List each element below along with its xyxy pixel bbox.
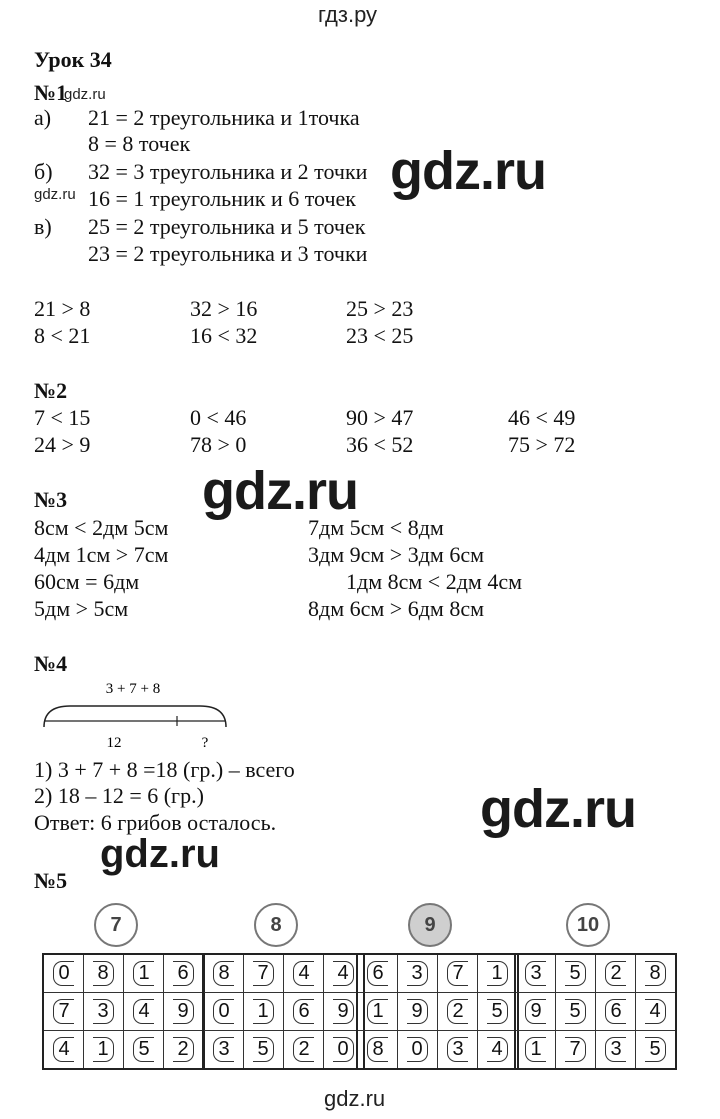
grid-cell	[596, 1031, 636, 1070]
task1-a-label: а)	[34, 105, 52, 130]
grid-cell-value: 5	[133, 1037, 153, 1062]
grid-cell-value: 1	[525, 1037, 545, 1062]
task2-label: №2	[34, 378, 68, 403]
task2-cell: 90 > 47	[346, 405, 414, 430]
scheme-right-label: ?	[201, 735, 209, 751]
grid-cell-value: 4	[333, 961, 353, 986]
task1-cmp: 21 > 8	[34, 296, 91, 321]
grid-cell-value: 6	[367, 961, 387, 986]
grid-cell	[515, 1031, 556, 1070]
watermark-large: gdz.ru	[480, 779, 636, 839]
grid-cell	[43, 1031, 84, 1070]
grid-cell-value: 5	[253, 1037, 273, 1062]
grid-cell-value: 0	[53, 961, 73, 986]
grid-cell	[124, 993, 164, 1031]
scheme-brace	[44, 706, 226, 727]
grid-cell	[596, 993, 636, 1031]
number-grid	[356, 953, 519, 1070]
grid-cell	[357, 993, 398, 1031]
grid-row	[43, 993, 204, 1031]
grid-cell	[478, 954, 519, 993]
grid-cell-value: 3	[93, 999, 113, 1024]
task1-cmp: 23 < 25	[346, 323, 414, 348]
watermark-small: gdz.ru	[34, 186, 76, 203]
task4-label: №4	[34, 651, 68, 676]
grid-cell	[636, 954, 677, 993]
grid-cell-value: 3	[447, 1037, 467, 1062]
grid-cell-value: 3	[407, 961, 427, 986]
task1-v2: 23 = 2 треугольника и 3 точки	[88, 241, 368, 266]
grid-cell-value: 3	[213, 1037, 233, 1062]
grid-row	[515, 1031, 676, 1070]
grid-cell-value: 2	[173, 1037, 193, 1062]
grid-cell-value: 6	[293, 999, 313, 1024]
grid-cell	[478, 1031, 519, 1070]
grid-cell-value: 1	[253, 999, 273, 1024]
task1-a2: 8 = 8 точек	[88, 131, 191, 156]
grid-cell-value: 9	[525, 999, 545, 1024]
grid-cell	[438, 954, 478, 993]
grid-cell	[164, 954, 205, 993]
grid-cell-value: 2	[447, 999, 467, 1024]
task3-label: №3	[34, 487, 68, 512]
task1-b-label: б)	[34, 159, 53, 184]
task3-right: 1дм 8см < 2дм 4см	[346, 569, 523, 594]
task1-a1: 21 = 2 треугольника и 1точка	[88, 105, 360, 130]
grid-cell	[515, 954, 556, 993]
grid-target-circle: 8	[254, 903, 298, 947]
task2-cell: 7 < 15	[34, 405, 91, 430]
task4-scheme	[40, 675, 240, 755]
task2-cell: 24 > 9	[34, 432, 91, 457]
task1-cmp: 25 > 23	[346, 296, 414, 321]
grid-cell-value: 1	[487, 961, 507, 986]
grid-cell-value: 4	[293, 961, 313, 986]
lesson-title: Урок 34	[34, 47, 112, 72]
task3-right: 8дм 6см > 6дм 8см	[308, 596, 485, 621]
task3-left: 8см < 2дм 5см	[34, 515, 169, 540]
grid-cell	[636, 993, 677, 1031]
task1-cmp: 32 > 16	[190, 296, 258, 321]
grid-cell	[478, 993, 519, 1031]
grid-cell-value: 9	[173, 999, 193, 1024]
grid-cell-value: 1	[367, 999, 387, 1024]
grid-cell	[84, 1031, 124, 1070]
grid-row	[43, 954, 204, 993]
grid-cell-value: 8	[93, 961, 113, 986]
grid-cell-value: 0	[213, 999, 233, 1024]
grid-cell	[515, 993, 556, 1031]
watermark-medium: gdz.ru	[100, 832, 220, 876]
task4-answer: Ответ: 6 грибов осталось.	[34, 810, 277, 835]
grid-cell-value: 4	[487, 1037, 507, 1062]
grid-cell-value: 4	[645, 999, 665, 1024]
task3-right: 3дм 9см > 3дм 6см	[308, 542, 485, 567]
grid-cell-value: 7	[447, 961, 467, 986]
grid-row	[357, 993, 518, 1031]
grid-cell	[398, 954, 438, 993]
grid-cell-value: 2	[605, 961, 625, 986]
grid-cell	[636, 1031, 677, 1070]
grid-cell-value: 3	[605, 1037, 625, 1062]
grid-cell	[438, 1031, 478, 1070]
grid-row	[203, 1031, 364, 1070]
grid-cell	[398, 1031, 438, 1070]
task1-b1: 32 = 3 треугольника и 2 точки	[88, 159, 368, 184]
grid-cell	[357, 954, 398, 993]
grid-cell	[203, 1031, 244, 1070]
watermark-small: gdz.ru	[64, 86, 106, 103]
task3-left: 5дм > 5см	[34, 596, 129, 621]
task4-step2: 2) 18 – 12 = 6 (гр.)	[34, 783, 204, 808]
grid-row	[43, 1031, 204, 1070]
grid-cell-value: 1	[93, 1037, 113, 1062]
grid-cell-value: 2	[293, 1037, 313, 1062]
grid-cell-value: 5	[565, 961, 585, 986]
grid-cell	[244, 954, 284, 993]
site-footer: gdz.ru	[324, 1086, 386, 1111]
task3-left: 4дм 1см > 7см	[34, 542, 169, 567]
grid-cell	[124, 1031, 164, 1070]
grid-cell	[43, 954, 84, 993]
grid-row	[515, 954, 676, 993]
task1-label: №1	[34, 80, 68, 105]
task1-v1: 25 = 2 треугольника и 5 точек	[88, 214, 366, 239]
grid-cell	[164, 1031, 205, 1070]
site-header: гдз.ру	[318, 2, 378, 27]
grid-cell-value: 6	[173, 961, 193, 986]
grid-cell	[284, 954, 324, 993]
grid-row	[357, 1031, 518, 1070]
grid-cell	[244, 1031, 284, 1070]
grid-cell-value: 0	[407, 1037, 427, 1062]
grid-cell-value: 9	[407, 999, 427, 1024]
grid-cell	[398, 993, 438, 1031]
grid-target-circle: 7	[94, 903, 138, 947]
grid-cell-value: 5	[645, 1037, 665, 1062]
grid-cell-value: 7	[565, 1037, 585, 1062]
grid-cell	[357, 1031, 398, 1070]
grid-cell-value: 5	[487, 999, 507, 1024]
grid-cell	[203, 993, 244, 1031]
task2-cell: 78 > 0	[190, 432, 247, 457]
grid-cell	[84, 954, 124, 993]
grid-cell-value: 7	[253, 961, 273, 986]
grid-target-circle: 9	[408, 903, 452, 947]
grid-cell-value: 4	[53, 1037, 73, 1062]
grid-cell	[596, 954, 636, 993]
grid-row	[203, 993, 364, 1031]
task2-cell: 75 > 72	[508, 432, 576, 457]
grid-cell-value: 4	[133, 999, 153, 1024]
task1-cmp: 8 < 21	[34, 323, 91, 348]
watermark-large: gdz.ru	[390, 141, 546, 201]
grid-cell	[556, 954, 596, 993]
number-grid	[42, 953, 205, 1070]
task3-left: 60см = 6дм	[34, 569, 140, 594]
grid-target-circle: 10	[566, 903, 610, 947]
task4-step1: 1) 3 + 7 + 8 =18 (гр.) – всего	[34, 757, 295, 782]
number-grid	[514, 953, 677, 1070]
grid-cell-value: 8	[367, 1037, 387, 1062]
grid-cell	[284, 1031, 324, 1070]
grid-cell	[164, 993, 205, 1031]
grid-cell-value: 9	[333, 999, 353, 1024]
grid-cell-value: 5	[565, 999, 585, 1024]
task1-cmp: 16 < 32	[190, 323, 258, 348]
grid-cell	[84, 993, 124, 1031]
task2-cell: 0 < 46	[190, 405, 247, 430]
grid-cell	[284, 993, 324, 1031]
grid-cell	[124, 954, 164, 993]
grid-cell-value: 0	[333, 1037, 353, 1062]
grid-row	[515, 993, 676, 1031]
grid-cell-value: 7	[53, 999, 73, 1024]
task2-cell: 46 < 49	[508, 405, 576, 430]
task1-v-label: в)	[34, 214, 52, 239]
grid-row	[203, 954, 364, 993]
grid-cell	[43, 993, 84, 1031]
grid-cell-value: 6	[605, 999, 625, 1024]
scheme-left-label: 12	[106, 735, 122, 751]
grid-row	[357, 954, 518, 993]
task2-cell: 36 < 52	[346, 432, 414, 457]
number-grid	[202, 953, 365, 1070]
grid-cell	[556, 993, 596, 1031]
grid-cell	[244, 993, 284, 1031]
grid-cell-value: 8	[213, 961, 233, 986]
task1-b2: 16 = 1 треугольник и 6 точек	[88, 186, 356, 211]
task5-label: №5	[34, 868, 68, 893]
grid-cell-value: 1	[133, 961, 153, 986]
grid-cell	[438, 993, 478, 1031]
scheme-top-label: 3 + 7 + 8	[105, 681, 161, 697]
grid-cell-value: 3	[525, 961, 545, 986]
watermark-large: gdz.ru	[202, 461, 358, 521]
grid-cell	[556, 1031, 596, 1070]
grid-cell	[203, 954, 244, 993]
task3-right: 7дм 5см < 8дм	[308, 515, 444, 540]
grid-cell-value: 8	[645, 961, 665, 986]
